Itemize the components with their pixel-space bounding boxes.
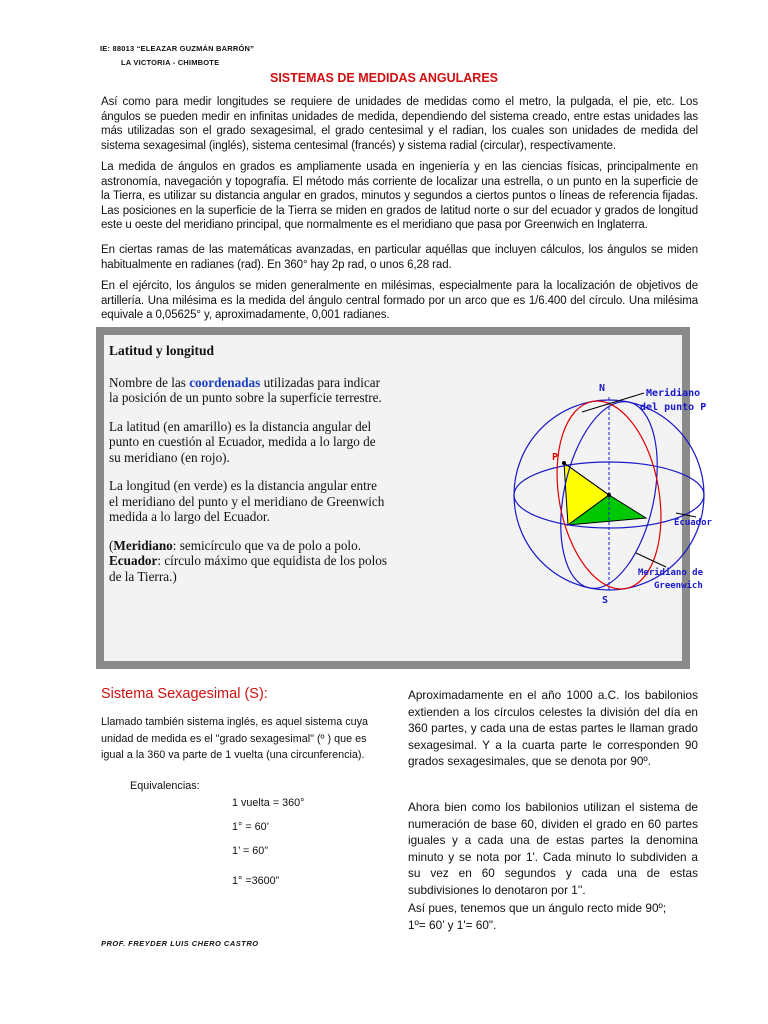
greenwich-label-2: Greenwich: [654, 581, 703, 591]
equivalences-label: Equivalencias:: [130, 780, 200, 792]
paragraph-radians: En ciertas ramas de las matemáticas avanzadas, en particular aquéllas que incluyen cálculos, los ángulos se miden habitualmente en radianes (rad). En 360° hay 2p rad, o unos 6,28 rad.: [101, 244, 698, 271]
meridiano-definition: : semicírculo que va de polo a polo.: [172, 537, 361, 553]
sexagesimal-intro: Llamado también sistema inglés, es aquel sistema cuya unidad de medida es el "grado sexagesimal" (º ) que es igual a la 360 va parte de 1 vuelta (una circunferencia).: [101, 716, 369, 761]
meridian-leader: [582, 393, 644, 412]
paragraph-degrees: La medida de ángulos en grados es ampliamente usada en ingeniería y en las ciencias físicas, principalmente en astronomía, navegación y topografía. El método más corriente de localizar una estrella, o un punto en la superficie de la Tierra, es utilizar su distancia angular en grados, minutos y segundos a ciertos puntos o líneas de referencia fijadas. Las posiciones en la superficie de la Tierra se miden en grados de latitud norte o sur del ecuador y grados de longitud este u oeste del meridiano principal, que normalmente es el meridiano que pasa por Greenwich en Inglaterra.: [101, 161, 698, 232]
box-paragraph-coordinates: [109, 375, 389, 406]
center-point: [607, 493, 611, 497]
section-title-sexagesimal: Sistema Sexagesimal (S):: [101, 686, 268, 702]
page-title: SISTEMAS DE MEDIDAS ANGULARES: [269, 71, 499, 85]
paragraph-military: En el ejército, los ángulos se miden generalmente en milésimas, especialmente para la localización de objetivos de artillería. Una milésima es la medida del ángulo central formado por un arco que es 1/6.400 del círculo. Una milésima equivale a 0,05625° y, aproximadamente, 0,001 radianes.: [101, 280, 698, 322]
box-paragraph-latitude: La latitud (en amarillo) es la distancia angular del punto en cuestión al Ecuador, medida a lo largo de su meridiano (en rojo).: [109, 418, 376, 465]
lat-long-text: [109, 343, 389, 597]
paragraph-intro: Así como para medir longitudes se requiere de unidades de medidas como el metro, la pulgada, el pie, etc. Los ángulos se pueden medir en infinitas unidades de medida, dependiendo del sistema creado, entre estas unidades las más utilizadas son el grado sexagesimal, el grado centesimal y el radian, los cuales son unidades de medida del sistema sexagesimal (inglés), sistema centesimal (francés) y sistema radial (circular), respectivamente.: [101, 96, 698, 152]
equivalence-3: 1’ = 60”: [232, 845, 268, 857]
equivalence-2: 1° = 60’: [232, 821, 270, 833]
south-label: S: [602, 595, 609, 606]
school-location: LA VICTORIA - CHIMBOTE: [121, 58, 220, 67]
box-p1-text: Nombre de las: [109, 374, 190, 390]
school-name: IE: 88013 “ELEAZAR GUZMÁN BARRÓN”: [100, 44, 255, 53]
babylon-paragraph: Aproximadamente en el año 1000 a.C. los babilonios extienden a los círculos celestes la división del día en 360 partes, y cada una de estas partes le llaman grado sexagesimal. Y a la cuarta parte le corresponden 90 grados sexagesimales, que se denota por 90º.: [408, 688, 698, 768]
right-angle-line: Así pues, tenemos que un ángulo recto mide 90º;: [408, 901, 667, 915]
equator-label: Ecuador: [674, 518, 712, 528]
box-paragraph-definitions: [109, 538, 389, 585]
meridiano-term: Meridiano: [113, 537, 173, 553]
equator-leader: [676, 513, 696, 517]
box-paragraph-longitude: La longitud (en verde) es la distancia angular entre el meridiano del punto y el meridiano de Greenwich medida a lo largo del Ecuador.: [109, 478, 385, 524]
box-p1-text-end: utilizadas para indicar la posición de un punto sobre la superficie terrestre.: [109, 374, 382, 405]
meridian-label-1: Meridiano: [646, 388, 701, 399]
footer-author: PROF. FREYDER LUIS CHERO CASTRO: [101, 939, 259, 948]
point-p: [562, 461, 566, 465]
ecuador-term: Ecuador: [109, 553, 158, 568]
point-label: P: [552, 452, 559, 463]
box-title: Latitud y longitud: [109, 343, 215, 358]
north-label: N: [599, 383, 606, 394]
greenwich-label-1: Meridiano de: [638, 568, 704, 578]
minutes-paragraph: Ahora bien como los babilonios utilizan el sistema de numeración de base 60, dividen el grado en 60 partes iguales y a cada una de estas partes la denomina minuto y se nota por 1'. Cada minuto lo subdividen a su vez en 60 segundos y cada una de estas subdivisiones lo denotaron por 1''.: [408, 800, 698, 897]
lat-long-box: [96, 327, 712, 669]
ecuador-definition: : círculo máximo que equidista de los polos de la Tierra.): [109, 553, 388, 584]
equivalence-4: 1° =3600”: [232, 875, 280, 887]
definition-open: (: [109, 537, 114, 553]
coordinates-link[interactable]: coordenadas: [189, 374, 261, 390]
globe-diagram: [404, 335, 712, 661]
equivalence-1: 1 vuelta = 360°: [232, 797, 305, 809]
conversion-line: 1º= 60’ y 1'= 60".: [408, 918, 497, 932]
meridian-label-2: del punto P: [640, 402, 707, 413]
lat-long-box-inner: [104, 335, 712, 661]
